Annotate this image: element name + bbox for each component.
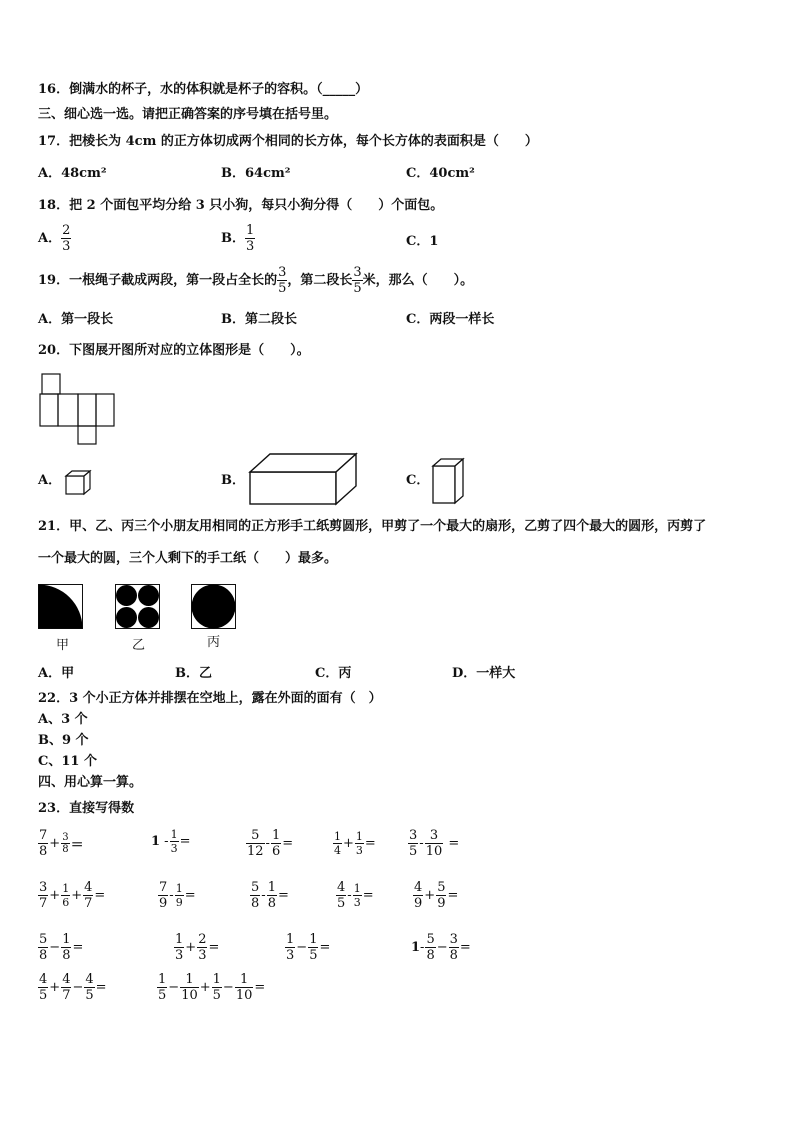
- q22-option-a: A、3 个: [38, 712, 88, 727]
- one-circle-figure: [191, 584, 237, 630]
- fraction: $\frac{1}{3}$: [246, 223, 255, 254]
- expression: $\frac{4}{5}$ + $\frac{4}{7}$ − $\frac{4}{5}$ =: [39, 972, 107, 1003]
- expression: $\frac{1}{3}$ − $\frac{1}{5}$ =: [286, 932, 331, 963]
- q22-option-b: B、9 个: [38, 733, 89, 748]
- q19-option-c: C．两段一样长: [406, 312, 495, 327]
- caption-bing: 丙: [207, 635, 221, 650]
- expression: $\frac{1}{3}$ + $\frac{2}{3}$ =: [175, 932, 220, 963]
- expression: $\frac{1}{4}$ + $\frac{1}{3}$ =: [334, 830, 376, 857]
- expression: $\frac{5}{12}$ - $\frac{1}{6}$ =: [247, 828, 294, 859]
- expression: $\frac{4}{5}$ - $\frac{1}{3}$ =: [337, 880, 374, 911]
- q20-option-b: B．: [221, 473, 245, 488]
- caption-jia: 甲: [56, 638, 70, 653]
- question-17-stem: 17．把棱长为 4cm 的正方体切成两个相同的长方体，每个长方体的表面积是（ ）: [38, 134, 538, 149]
- q17-option-b: B．64cm²: [221, 166, 291, 181]
- q21-option-d: D．一样大: [452, 666, 516, 681]
- q17-option-a: A．48cm²: [38, 166, 107, 181]
- q18-option-b: B． $\frac{1}{3}$: [221, 223, 255, 254]
- question-20-stem: 20．下图展开图所对应的立体图形是（ ）。: [38, 343, 310, 358]
- expression: $\frac{5}{8}$ − $\frac{1}{8}$ =: [39, 932, 84, 963]
- q21-option-a: A．甲: [38, 666, 75, 681]
- expression: $\frac{7}{9}$ - $\frac{1}{9}$ =: [159, 880, 196, 911]
- four-circles-figure: [115, 584, 161, 630]
- q17-option-c: C．40cm²: [406, 166, 475, 181]
- tall-cuboid-figure: [430, 456, 466, 506]
- section-4-heading: 四、用心算一算。: [38, 775, 143, 790]
- question-21-stem-line-1: 21．甲、乙、丙三个小朋友用相同的正方形手工纸剪圆形，甲剪了一个最大的扇形，乙剪了四个最大的圆形，丙剪了: [38, 519, 707, 534]
- expression: $\frac{5}{8}$ - $\frac{1}{8}$ =: [251, 880, 289, 911]
- quarter-circle-figure: [38, 584, 84, 630]
- expression: $\frac{3}{5}$ - $\frac{3}{10}$ =: [409, 828, 460, 859]
- q18-option-a: A． $\frac{2}{3}$: [38, 223, 71, 254]
- expression: $\frac{4}{9}$ + $\frac{5}{9}$ =: [414, 880, 459, 911]
- q20-option-a: A．: [38, 473, 62, 488]
- small-cube-figure: [64, 470, 94, 496]
- fraction: $\frac{3}{5}$: [278, 265, 287, 296]
- question-21-stem-line-2: 一个最大的圆，三个人剩下的手工纸（ ）最多。: [38, 551, 338, 566]
- q21-option-b: B．乙: [175, 666, 212, 681]
- q19-option-b: B．第二段长: [221, 312, 297, 327]
- expression: 1 - $\frac{1}{3}$ =: [151, 828, 191, 855]
- q20-option-c: C．: [406, 473, 430, 488]
- cuboid-net-figure: [38, 372, 118, 447]
- expression: $\frac{1}{5}$ − $\frac{1}{10}$ + $\frac{1}{5}$ − $\frac{1}{10}$ =: [158, 972, 266, 1003]
- question-23-stem: 23．直接写得数: [38, 801, 135, 816]
- question-18-stem: 18．把 2 个面包平均分给 3 只小狗，每只小狗分得（ ）个面包。: [38, 198, 444, 213]
- q19-option-a: A．第一段长: [38, 312, 114, 327]
- expression: $\frac{7}{8}$ + $\frac{3}{8}$ ＝: [39, 828, 84, 859]
- expression: $\frac{3}{7}$ + $\frac{1}{6}$ + $\frac{4}{7}$ =: [39, 880, 106, 911]
- question-16: 16．倒满水的杯子，水的体积就是杯子的容积。（_____）: [38, 82, 369, 97]
- fraction: $\frac{3}{5}$: [353, 265, 362, 296]
- fraction: $\frac{2}{3}$: [62, 223, 71, 254]
- flat-cuboid-figure: [248, 452, 360, 507]
- q18-option-c: C．1: [406, 234, 439, 249]
- question-22-stem: 22．3 个小正方体并排摆在空地上，露在外面的面有（ ）: [38, 691, 382, 706]
- q22-option-c: C、11 个: [38, 754, 97, 769]
- expression: 1- $\frac{5}{8}$ − $\frac{3}{8}$ =: [411, 932, 471, 963]
- section-3-heading: 三、细心选一选。请把正确答案的序号填在括号里。: [38, 107, 338, 122]
- caption-yi: 乙: [132, 638, 146, 653]
- question-19-stem: 19．一根绳子截成两段，第一段占全长的 $\frac{3}{5}$ ，第二段长 $\frac{3}{5}$ 米，那么（ ）。: [38, 265, 474, 296]
- q21-option-c: C．丙: [315, 666, 352, 681]
